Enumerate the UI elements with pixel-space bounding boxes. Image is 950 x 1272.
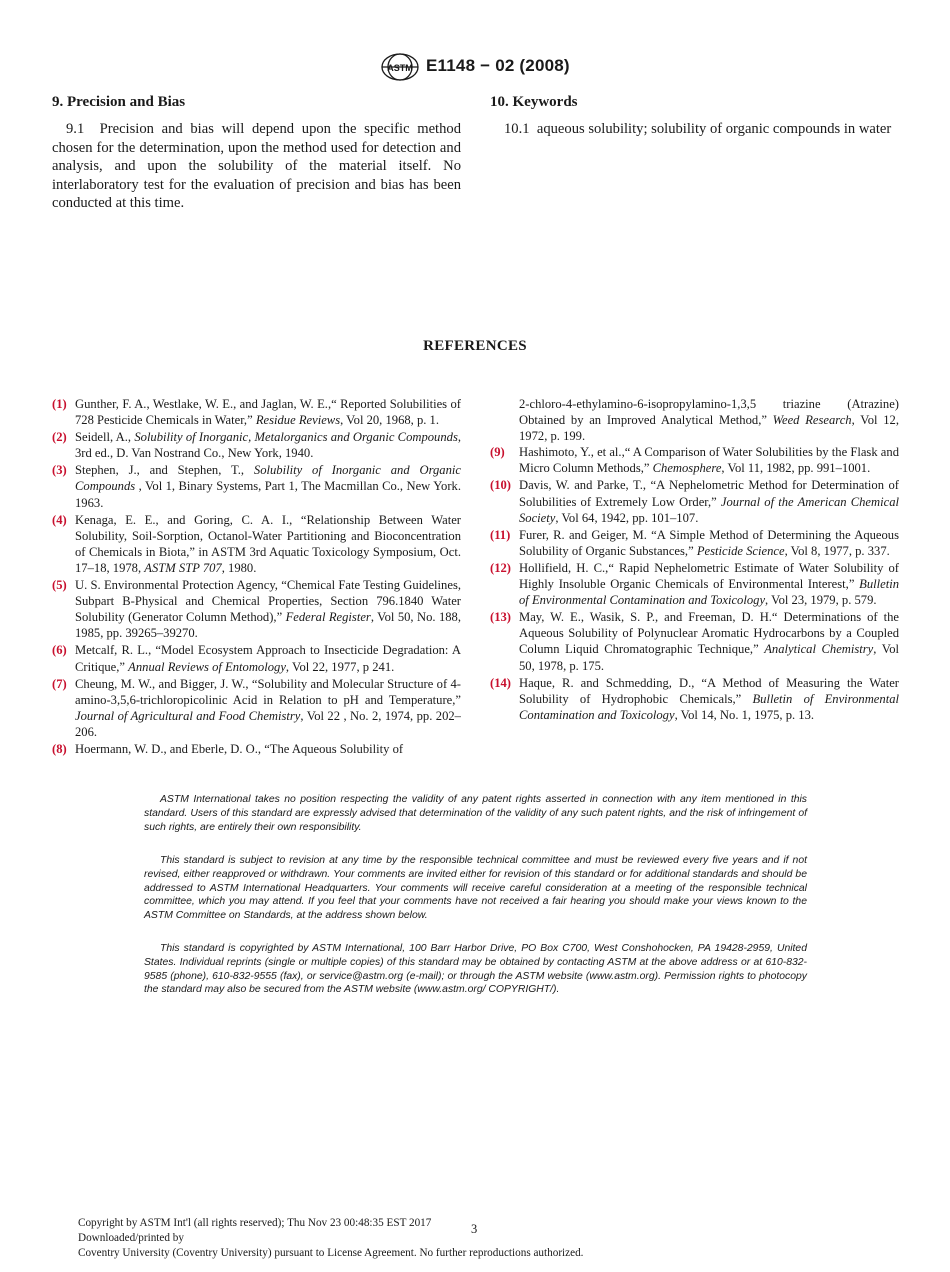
reference-item [52,429,461,461]
reference-text: Kenaga, E. E., and Goring, C. A. I., “Relationship Between Water Solubility, Soil-Sorption, Octanol-Water Partitioning and Bioconcentration of Chemicals in Biota,” in ASTM 3rd Aquatic Toxicology Symposium, Oct. 17–18, 1978, ASTM STP 707, 1980. [75,512,461,575]
reference-number: (11) [490,527,511,542]
reference-text: Cheung, M. W., and Bigger, J. W., “Solubility and Molecular Structure of 4-amino-3,5,6-trichloropicolinic Acid in Relation to pH and Temperature,” Journal of Agricultural and Food Chemistry, Vol 22 , No. 2, 1974, pp. 202–206. [75,676,461,739]
reference-item [52,577,461,641]
reference-number: (4) [52,512,67,527]
reference-text: Furer, R. and Geiger, M. “A Simple Method of Determining the Aqueous Solubility of Organic Substances,” Pesticide Science, Vol 8, 1977, p. 337. [519,527,899,558]
reference-text: Stephen, J., and Stephen, T., Solubility of Inorganic and Organic Compounds , Vol 1, Binary Systems, Part 1, The Macmillan Co., New York. 1963. [75,463,461,510]
document-designation: E1148 − 02 (2008) [426,56,570,75]
reference-item [490,444,899,476]
section-9-heading: 9. Precision and Bias [52,94,186,110]
reference-item [52,676,461,740]
reference-text: Davis, W. and Parke, T., “A Nephelometric Method for Determination of Solubilities of Extremely Low Order,” Journal of the American Chemical Society, Vol 64, 1942, pp. 101–107. [519,478,899,525]
reference-number: (10) [490,478,511,493]
section-9-paragraph [52,120,461,213]
para-number: 10.1 [504,121,530,137]
section-10-paragraph [490,120,899,139]
reference-text: Gunther, F. A., Westlake, W. E., and Jaglan, W. E.,“ Reported Solubilities of 728 Pesticide Chemicals in Water,” Residue Reviews, Vol 20, 1968, p. 1. [75,397,461,428]
footer-license-line: Coventry University (Coventry University) pursuant to License Agreement. No further reproductions authorized. [78,1247,584,1260]
astm-logo-icon [380,52,420,82]
reference-number: (8) [52,741,67,756]
reference-item [490,477,899,525]
reference-number: (9) [490,445,505,460]
reference-8-continued: 2-chloro-4-ethylamino-6-isopropylamino-1,3,5 triazine (Atrazine) Obtained by an Improved Analytical Method,” Weed Research, Vol 12, 1972, p. 199. [519,397,899,444]
section-10-heading: 10. Keywords [490,94,578,110]
reference-number: (6) [52,643,67,658]
para-text: Precision and bias will depend upon the specific method chosen for the determination, upon the method used for detection and analysis, and upon the solubility of the material itself. No interlaboratory test for the evaluation of precision and bias has been conducted at this time. [52,121,462,212]
reference-item [52,462,461,510]
reference-item [490,560,899,608]
reference-number: (7) [52,676,67,691]
reference-text: Hoermann, W. D., and Eberle, D. O., “The Aqueous Solubility of [75,741,404,756]
reference-text: Haque, R. and Schmedding, D., “A Method of Measuring the Water Solubility of Hydrophobic Chemicals,” Bulletin of Environmental Contamination and Toxicology, Vol 14, No. 1, 1975, p. 13. [519,675,899,722]
footer-downloaded-line: Downloaded/printed by [78,1232,184,1245]
reference-text: Hashimoto, Y., et al.,“ A Comparison of Water Solubilities by the Flask and Micro Column Methods,” Chemosphere, Vol 11, 1982, pp. 991–1001. [519,445,899,476]
reference-text: May, W. E., Wasik, S. P., and Freeman, D. H.“ Determinations of the Aqueous Solubility of Polynuclear Aromatic Hydrocarbons by a Coupled Column Liquid Chromatographic Technique,” Analytical Chemistry, Vol 50, 1978, p. 175. [519,610,899,673]
reference-item [52,741,461,757]
reference-item [52,396,461,428]
page-footer [78,1216,583,1262]
reference-number: (12) [490,560,511,575]
reference-item [52,642,461,674]
reference-item [490,609,899,673]
references-right-column [490,396,899,724]
copyright-notice: This standard is copyrighted by ASTM International, 100 Barr Harbor Drive, PO Box C700, West Conshohocken, PA 19428-2959, United States. Individual reprints (single or multiple copies) of this standard may be obtained by contacting ASTM at the above address or at 610-832-9585 (phone), 610-832-9555 (fax), or service@astm.org (e-mail); or through the ASTM website (www.astm.org). Permission rights to photocopy the standard may also be secured from the ASTM website (www.astm.org/ COPYRIGHT/). [144,943,807,996]
references-title: REFERENCES [423,338,527,354]
reference-text: Hollifield, H. C.,“ Rapid Nephelometric Estimate of Water Solubility of Highly Insoluble Organic Chemicals of Environmental Interest,” Bulletin of Environmental Contamination and Toxicology, Vol 23, 1979, p. 579. [519,560,899,608]
reference-item [490,527,899,559]
references-left-column [52,396,461,758]
para-text: aqueous solubility; solubility of organic compounds in water [536,121,892,137]
reference-item [52,512,461,576]
footer-copyright-line: Copyright by ASTM Int'l (all rights reserved); Thu Nov 23 00:48:35 EST 2017 [78,1217,432,1229]
reference-item [490,675,899,723]
patent-notice: ASTM International takes no position respecting the validity of any patent rights asserted in connection with any item mentioned in this standard. Users of this standard are expressly advised that determination of the validity of any such patent rights, and the risk of infringement of such rights, are entirely their own responsibility. [144,794,807,833]
reference-text: U. S. Environmental Protection Agency, “Chemical Fate Testing Guidelines, Subpart B-Physical and Chemical Properties, Section 796.1840 Water Solubility (Generator Column Method),” Federal Register, Vol 50, No. 188, 1985, pp. 39265–39270. [75,578,461,641]
reference-number: (3) [52,463,67,478]
svg-text:ASTM: ASTM [387,63,413,73]
page-header [0,52,950,86]
reference-number: (13) [490,610,511,625]
para-number: 9.1 [66,121,85,137]
revision-notice: This standard is subject to revision at any time by the responsible technical committee and must be reviewed every five years and if not revised, either reapproved or withdrawn. Your comments are invited either for revision of this standard or for additional standards and should be addressed to ASTM International Headquarters. Your comments will receive careful consideration at a meeting of the responsible technical committee, which you may attend. If you feel that your comments have not received a fair hearing you should make your views known to the ASTM Committee on Standards, at the address shown below. [144,855,807,922]
reference-number: (2) [52,430,67,445]
page-number: 3 [471,1222,478,1236]
reference-text: Seidell, A., Solubility of Inorganic, Metalorganics and Organic Compounds, 3rd ed., D. Van Nostrand Co., New York, 1940. [75,430,462,461]
reference-number: (14) [490,675,511,690]
reference-text: Metcalf, R. L., “Model Ecosystem Approach to Insecticide Degradation: A Critique,” Annual Reviews of Entomology, Vol 22, 1977, p 241. [75,643,461,674]
reference-number: (5) [52,578,67,593]
reference-number: (1) [52,397,67,411]
